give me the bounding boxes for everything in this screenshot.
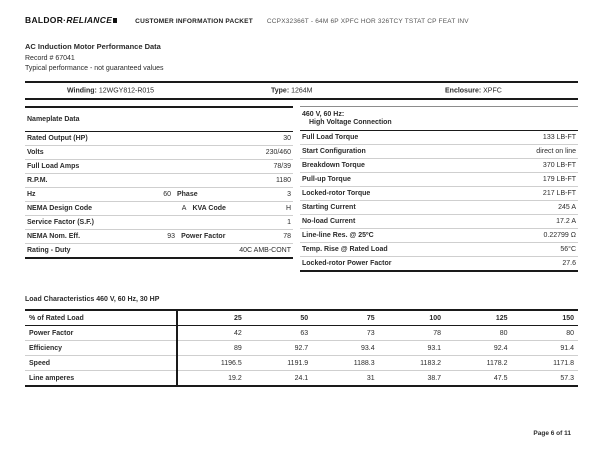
table-row: Power Factor 42 63 73 78 80 80 [25,326,578,341]
table-row: Line-line Res. @ 25ºC 0.22799 Ω [300,229,578,243]
table-row: No-load Current 17.2 A [300,215,578,229]
table-row: Efficiency 89 92.7 93.4 93.1 92.4 91.4 [25,341,578,356]
table-row: Line amperes 19.2 24.1 31 38.7 47.5 57.3 [25,371,578,387]
winding-label: Winding: [67,87,97,94]
title-block [25,42,578,72]
logo-reliance-text: RELIANCE [66,15,113,25]
nameplate-table [25,106,293,272]
table-row: Rated Output (HP) 30 [25,132,293,146]
hv-header-line1: 460 V, 60 Hz: [302,110,345,118]
table-row: Locked-rotor Torque 217 LB-FT [300,187,578,201]
winding-field [67,87,154,94]
logo-trademark-icon [113,18,117,23]
winding-bar [25,81,578,100]
table-row: R.P.M. 1180 [25,174,293,188]
baldor-reliance-logo [25,15,117,25]
logo-baldor-text: BALDOR [25,15,64,25]
table-row: Breakdown Torque 370 LB-FT [300,159,578,173]
table-row: Volts 230/460 [25,146,293,160]
column-header: 50 [300,314,309,322]
winding-value: 12WGY812-R015 [98,87,155,94]
nameplate-table-header [25,108,293,132]
load-characteristics-table [25,309,578,387]
record-number: Record # 67041 [25,54,75,62]
table-row: Temp. Rise @ Rated Load 56°C [300,243,578,257]
table-row: Rating - Duty 40C AMB-CONT [25,244,293,259]
table-row: Pull-up Torque 179 LB-FT [300,173,578,187]
product-code: CCPX32366T - 64M 6P XPFC HOR 326TCY TSTAT CP FEAT INV [266,18,469,25]
performance-note: Typical performance - not guaranteed values [25,65,164,72]
high-voltage-table [300,106,578,272]
column-header: 100 [429,314,442,322]
type-label: Type: [271,87,290,94]
enclosure-label: Enclosure: [445,87,482,94]
column-header: 75 [366,314,375,322]
table-row: Service Factor (S.F.) 1 [25,216,293,230]
page-title: AC Induction Motor Performance Data [25,42,161,51]
table-row: Start Configuration direct on line [300,145,578,159]
column-header: 25 [177,310,246,326]
document-header [25,0,578,25]
logo-separator: · [63,15,67,25]
load-characteristics-section [25,296,578,387]
hv-header-line2: High Voltage Connection [309,119,392,127]
type-field [271,87,313,94]
table-row: Starting Current 245 A [300,201,578,215]
table-row: Full Load Torque 133 LB-FT [300,131,578,145]
column-header-rated-load: % of Rated Load [29,314,84,322]
enclosure-value: XPFC [483,87,502,94]
high-voltage-table-header [300,107,578,131]
table-header-row [25,310,578,326]
packet-title: CUSTOMER INFORMATION PACKET [135,18,253,25]
table-row: Locked-rotor Power Factor 27.6 [300,257,578,272]
table-row: NEMA Design Code A KVA Code H [25,202,293,216]
table-row: Hz 60 Phase 3 [25,188,293,202]
table-row: Full Load Amps 78/39 [25,160,293,174]
nameplate-header-label: Nameplate Data [27,116,80,123]
load-characteristics-title: Load Characteristics 460 V, 60 Hz, 30 HP [25,296,160,303]
column-header: 150 [562,314,574,322]
nameplate-section [25,106,578,272]
page-number: Page 6 of 11 [533,430,571,437]
table-row: NEMA Nom. Eff. 93 Power Factor 78 [25,230,293,244]
enclosure-field [445,87,502,94]
type-value: 1264M [291,87,313,94]
table-row: Speed 1196.5 1191.9 1188.3 1183.2 1178.2 1171.8 [25,356,578,371]
column-header: 125 [495,314,508,322]
